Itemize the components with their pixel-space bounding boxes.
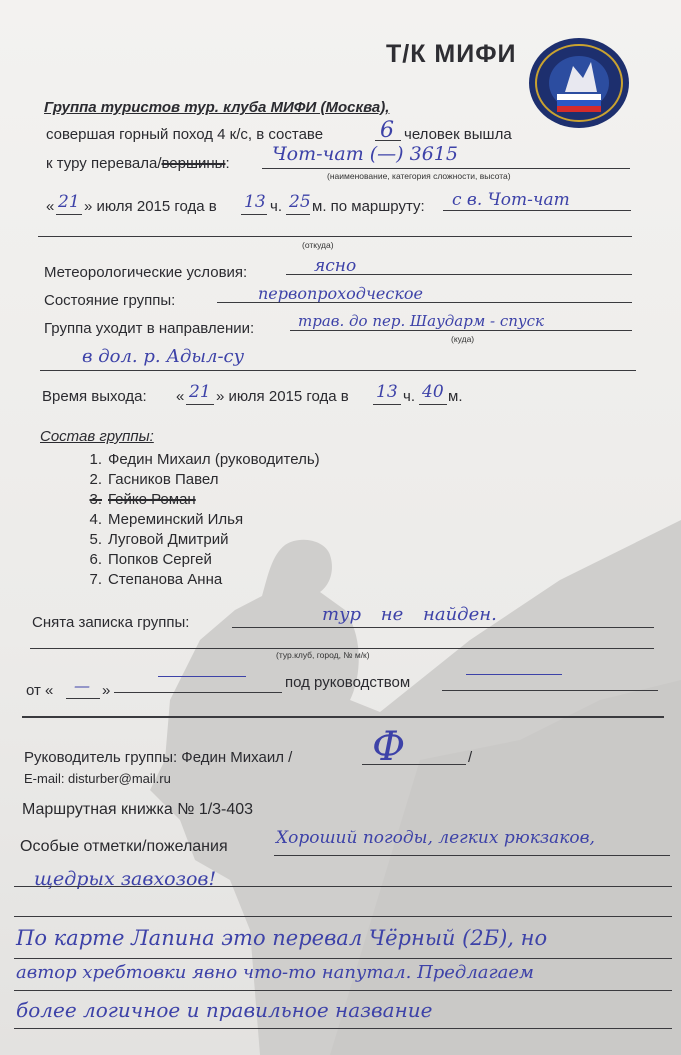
departure-hour-value: 13 — [376, 382, 398, 402]
pass-caption: (наименование, категория сложности, высота) — [327, 171, 511, 181]
removal-caption: (тур.клуб, город, № м/к) — [276, 650, 370, 660]
direction-value-2: в дол. р. Адыл-су — [82, 346, 245, 367]
notes-line-3: По карте Лапина это перевал Чёрный (2Б), но — [16, 926, 548, 950]
members-heading: Состав группы: — [40, 428, 154, 445]
leader-signature: Ф — [372, 724, 406, 770]
member-item — [58, 570, 320, 590]
direction-label: Группа уходит в направлении: — [44, 320, 255, 337]
member-number: 5. — [89, 531, 102, 548]
pass-name-value: Чот-чат (—) 3615 — [272, 143, 458, 165]
club-emblem — [527, 36, 631, 130]
member-item — [58, 530, 320, 550]
departure-day-value: 21 — [189, 382, 211, 402]
group-size-value: 6 — [380, 118, 394, 143]
arrival-month-text: » июля 2015 года в — [84, 198, 217, 215]
pass-label: к туру перевала/вершины: — [46, 155, 230, 172]
arrival-day-value: 21 — [58, 192, 80, 212]
removal-from-close: » — [102, 682, 111, 699]
weather-value: ясно — [314, 256, 357, 276]
departure-label: Время выхода: — [42, 388, 147, 405]
notes-line-4: автор хребтовки явно что-то напутал. Предлагаем — [16, 962, 534, 983]
member-number: 4. — [89, 511, 102, 528]
notes-line-2: щедрых завхозов! — [34, 868, 217, 890]
arrival-route-label: м. по маршруту: — [312, 198, 425, 215]
from-caption: (откуда) — [302, 240, 334, 250]
group-state-value: первопроходческое — [258, 284, 423, 303]
member-item — [58, 490, 320, 510]
route-from-value: с в. Чот-чат — [452, 190, 570, 210]
member-name: Гасников Павел — [108, 471, 219, 488]
route-book-number: Маршрутная книжка № 1/3-403 — [22, 801, 254, 818]
club-title: Т/К МИФИ — [386, 40, 517, 68]
member-name: Гейко Роман — [108, 491, 196, 508]
departure-quote: « — [176, 388, 185, 405]
member-number: 1. — [89, 451, 102, 468]
signature-slash: / — [468, 749, 473, 766]
member-name: Луговой Дмитрий — [108, 531, 229, 548]
leader-signature-label: Руководитель группы: Федин Михаил / — [24, 749, 293, 766]
arrival-hour-value: 13 — [244, 192, 266, 212]
special-notes-label: Особые отметки/пожелания — [20, 838, 228, 855]
arrival-min-value: 25 — [289, 192, 311, 212]
member-name: Степанова Анна — [108, 571, 223, 588]
member-name: Федин Михаил (руководитель) — [108, 451, 320, 468]
group-state-label: Состояние группы: — [44, 292, 176, 309]
departure-m-text: м. — [448, 388, 463, 405]
member-item — [58, 510, 320, 530]
intro-text: совершая горный поход 4 к/с, в составе — [46, 126, 324, 143]
departure-month-text: » июля 2015 года в — [216, 388, 349, 405]
member-number: 7. — [89, 571, 102, 588]
member-name: Попков Сергей — [108, 551, 212, 568]
to-caption: (куда) — [451, 334, 475, 344]
intro-text-end: человек вышла — [404, 126, 512, 143]
notes-line-1: Хороший погоды, легких рюкзаков, — [276, 828, 595, 848]
departure-min-value: 40 — [422, 382, 444, 402]
leader-email: E-mail: disturber@mail.ru — [24, 771, 171, 786]
member-item — [58, 470, 320, 490]
notes-line-5: более логичное и правильное название — [16, 998, 433, 1022]
direction-value-1: трав. до пер. Шаударм - спуск — [298, 312, 544, 330]
weather-label: Метеорологические условия: — [44, 264, 248, 281]
member-number: 6. — [89, 551, 102, 568]
member-number: 3. — [89, 491, 102, 508]
member-item — [58, 450, 320, 470]
group-heading: Группа туристов тур. клуба МИФИ (Москва), — [44, 99, 390, 116]
removal-from-label: от « — [26, 682, 54, 699]
removal-label: Снята записка группы: — [32, 614, 190, 631]
members-list — [58, 450, 320, 590]
member-number: 2. — [89, 471, 102, 488]
removal-from-dash: — — [74, 676, 90, 695]
arrival-quote: « — [46, 198, 55, 215]
member-name: Мереминский Илья — [108, 511, 244, 528]
removal-note-value: тур не найден. — [322, 604, 497, 625]
removal-leader-label: под руководством — [285, 674, 411, 691]
member-item — [58, 550, 320, 570]
arrival-h-text: ч. — [270, 198, 282, 215]
departure-h-text: ч. — [403, 388, 415, 405]
